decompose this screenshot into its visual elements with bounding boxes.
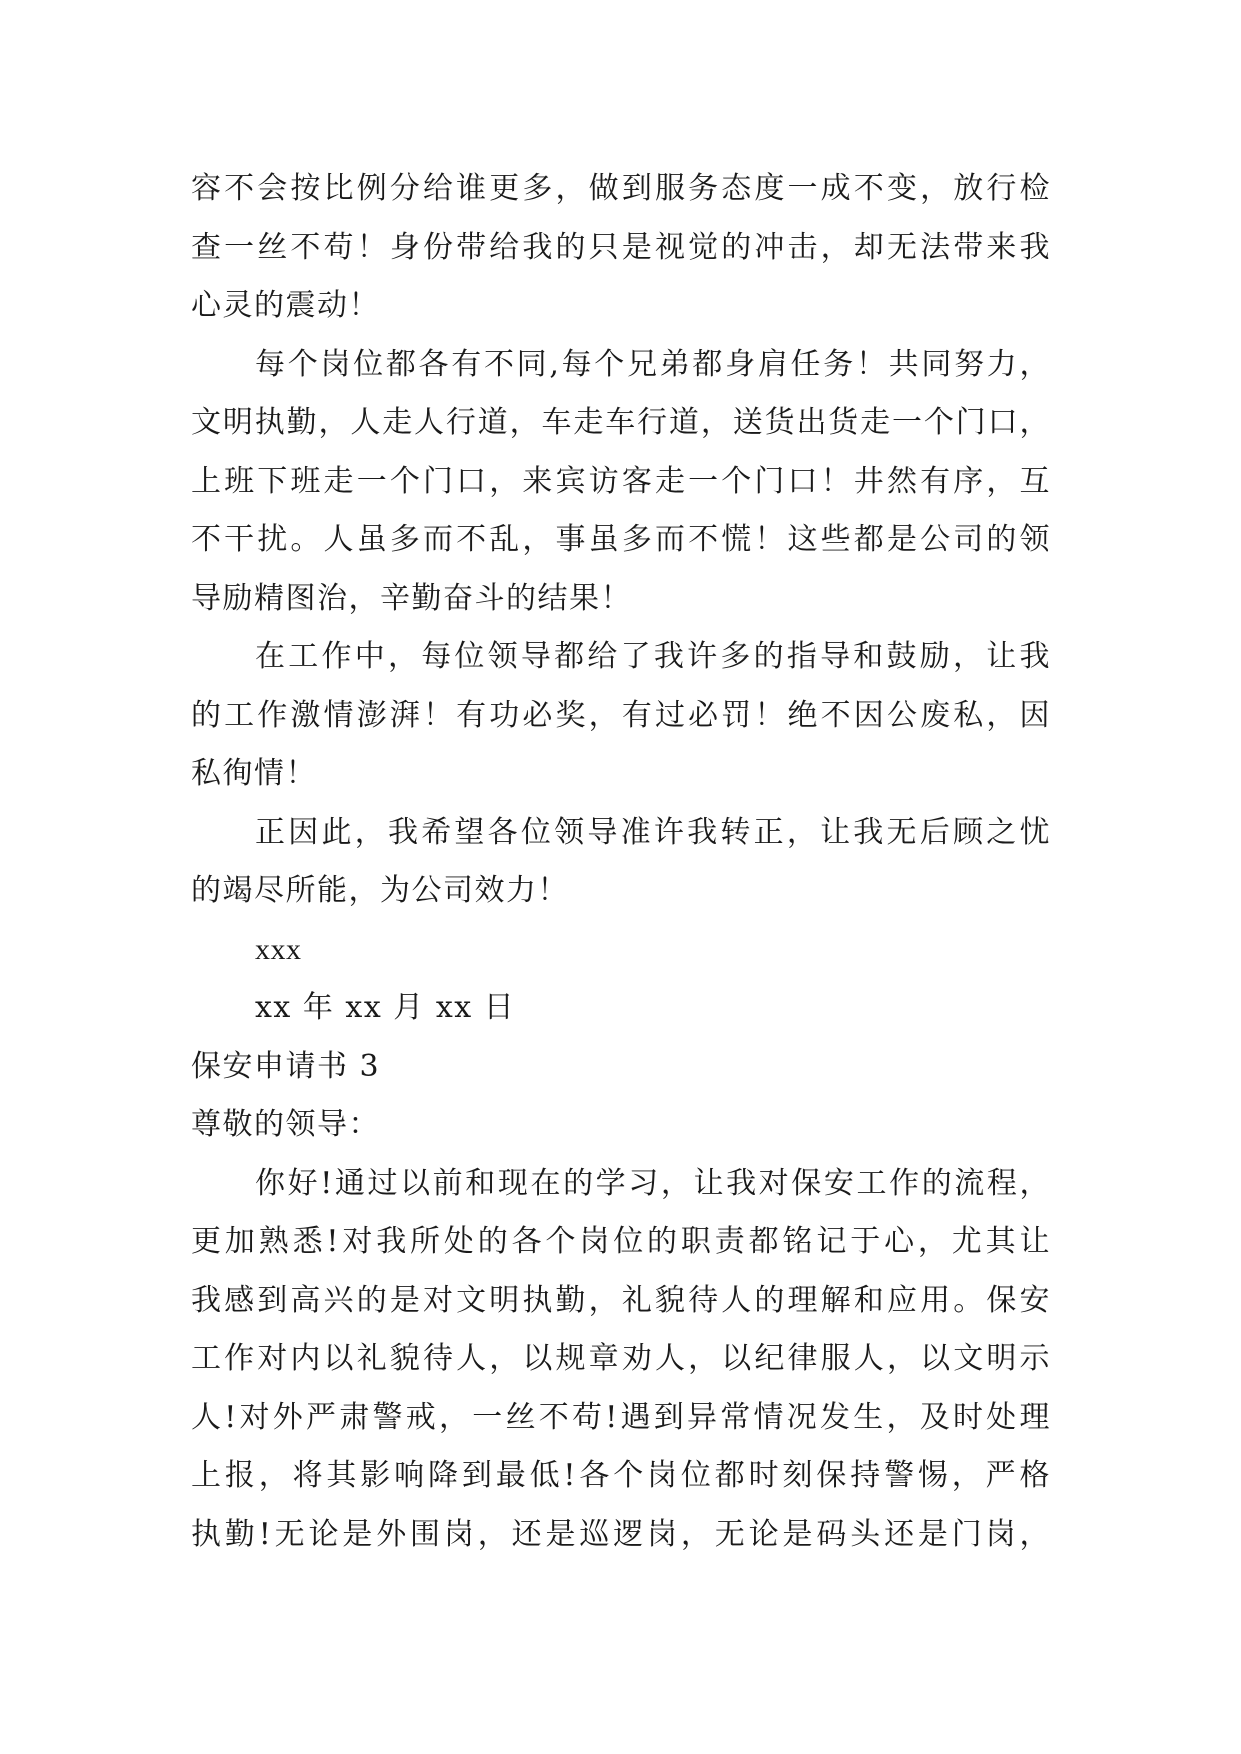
body-line: 每个岗位都各有不同,每个兄弟都身肩任务！共同努力， [255,346,1051,382]
body-line: 上报，将其影响降到最低!各个岗位都时刻保持警惕，严格 [191,1458,1051,1493]
body-line: 的竭尽所能，为公司效力！ [191,873,569,908]
body-line: 在工作中，每位领导都给了我许多的指导和鼓励，让我 [255,639,1051,674]
body-line: 私徇情！ [191,756,317,791]
body-line: 你好!通过以前和现在的学习，让我对保安工作的流程， [255,1165,1051,1201]
date-line: xx 年 xx 月 xx 日 [255,990,516,1025]
body-line: 我感到高兴的是对文明执勤，礼貌待人的理解和应用。保安 [191,1282,1051,1318]
section-title: 保安申请书 3 [191,1048,381,1084]
body-line: 正因此，我希望各位领导准许我转正，让我无后顾之忧 [255,814,1051,850]
body-line: 心灵的震动！ [191,288,380,323]
body-line: 人!对外严肃警戒，一丝不苟!遇到异常情况发生，及时处理 [191,1399,1051,1435]
body-line: 查一丝不苟！身份带给我的只是视觉的冲击，却无法带来我 [191,229,1051,265]
salutation: 尊敬的领导： [191,1107,380,1142]
body-line: 容不会按比例分给谁更多，做到服务态度一成不变，放行检 [191,171,1051,206]
body-line: 的工作激情澎湃！有功必奖，有过必罚！绝不因公废私，因 [191,697,1051,733]
body-line: 执勤!无论是外围岗，还是巡逻岗，无论是码头还是门岗， [191,1516,1051,1552]
body-line: 导励精图治，辛勤奋斗的结果！ [191,580,632,616]
body-line: 文明执勤，人走人行道，车走车行道，送货出货走一个门口， [191,405,1051,440]
signature: xxx [255,932,302,966]
document-page [191,160,1051,1564]
body-line: 不干扰。人虽多而不乱，事虽多而不慌！这些都是公司的领 [191,522,1051,557]
body-line: 上班下班走一个门口，来宾访客走一个门口！井然有序，互 [191,463,1051,499]
body-line: 工作对内以礼貌待人，以规章劝人，以纪律服人，以文明示 [191,1341,1051,1376]
body-line: 更加熟悉!对我所处的各个岗位的职责都铭记于心，尤其让 [191,1224,1051,1259]
